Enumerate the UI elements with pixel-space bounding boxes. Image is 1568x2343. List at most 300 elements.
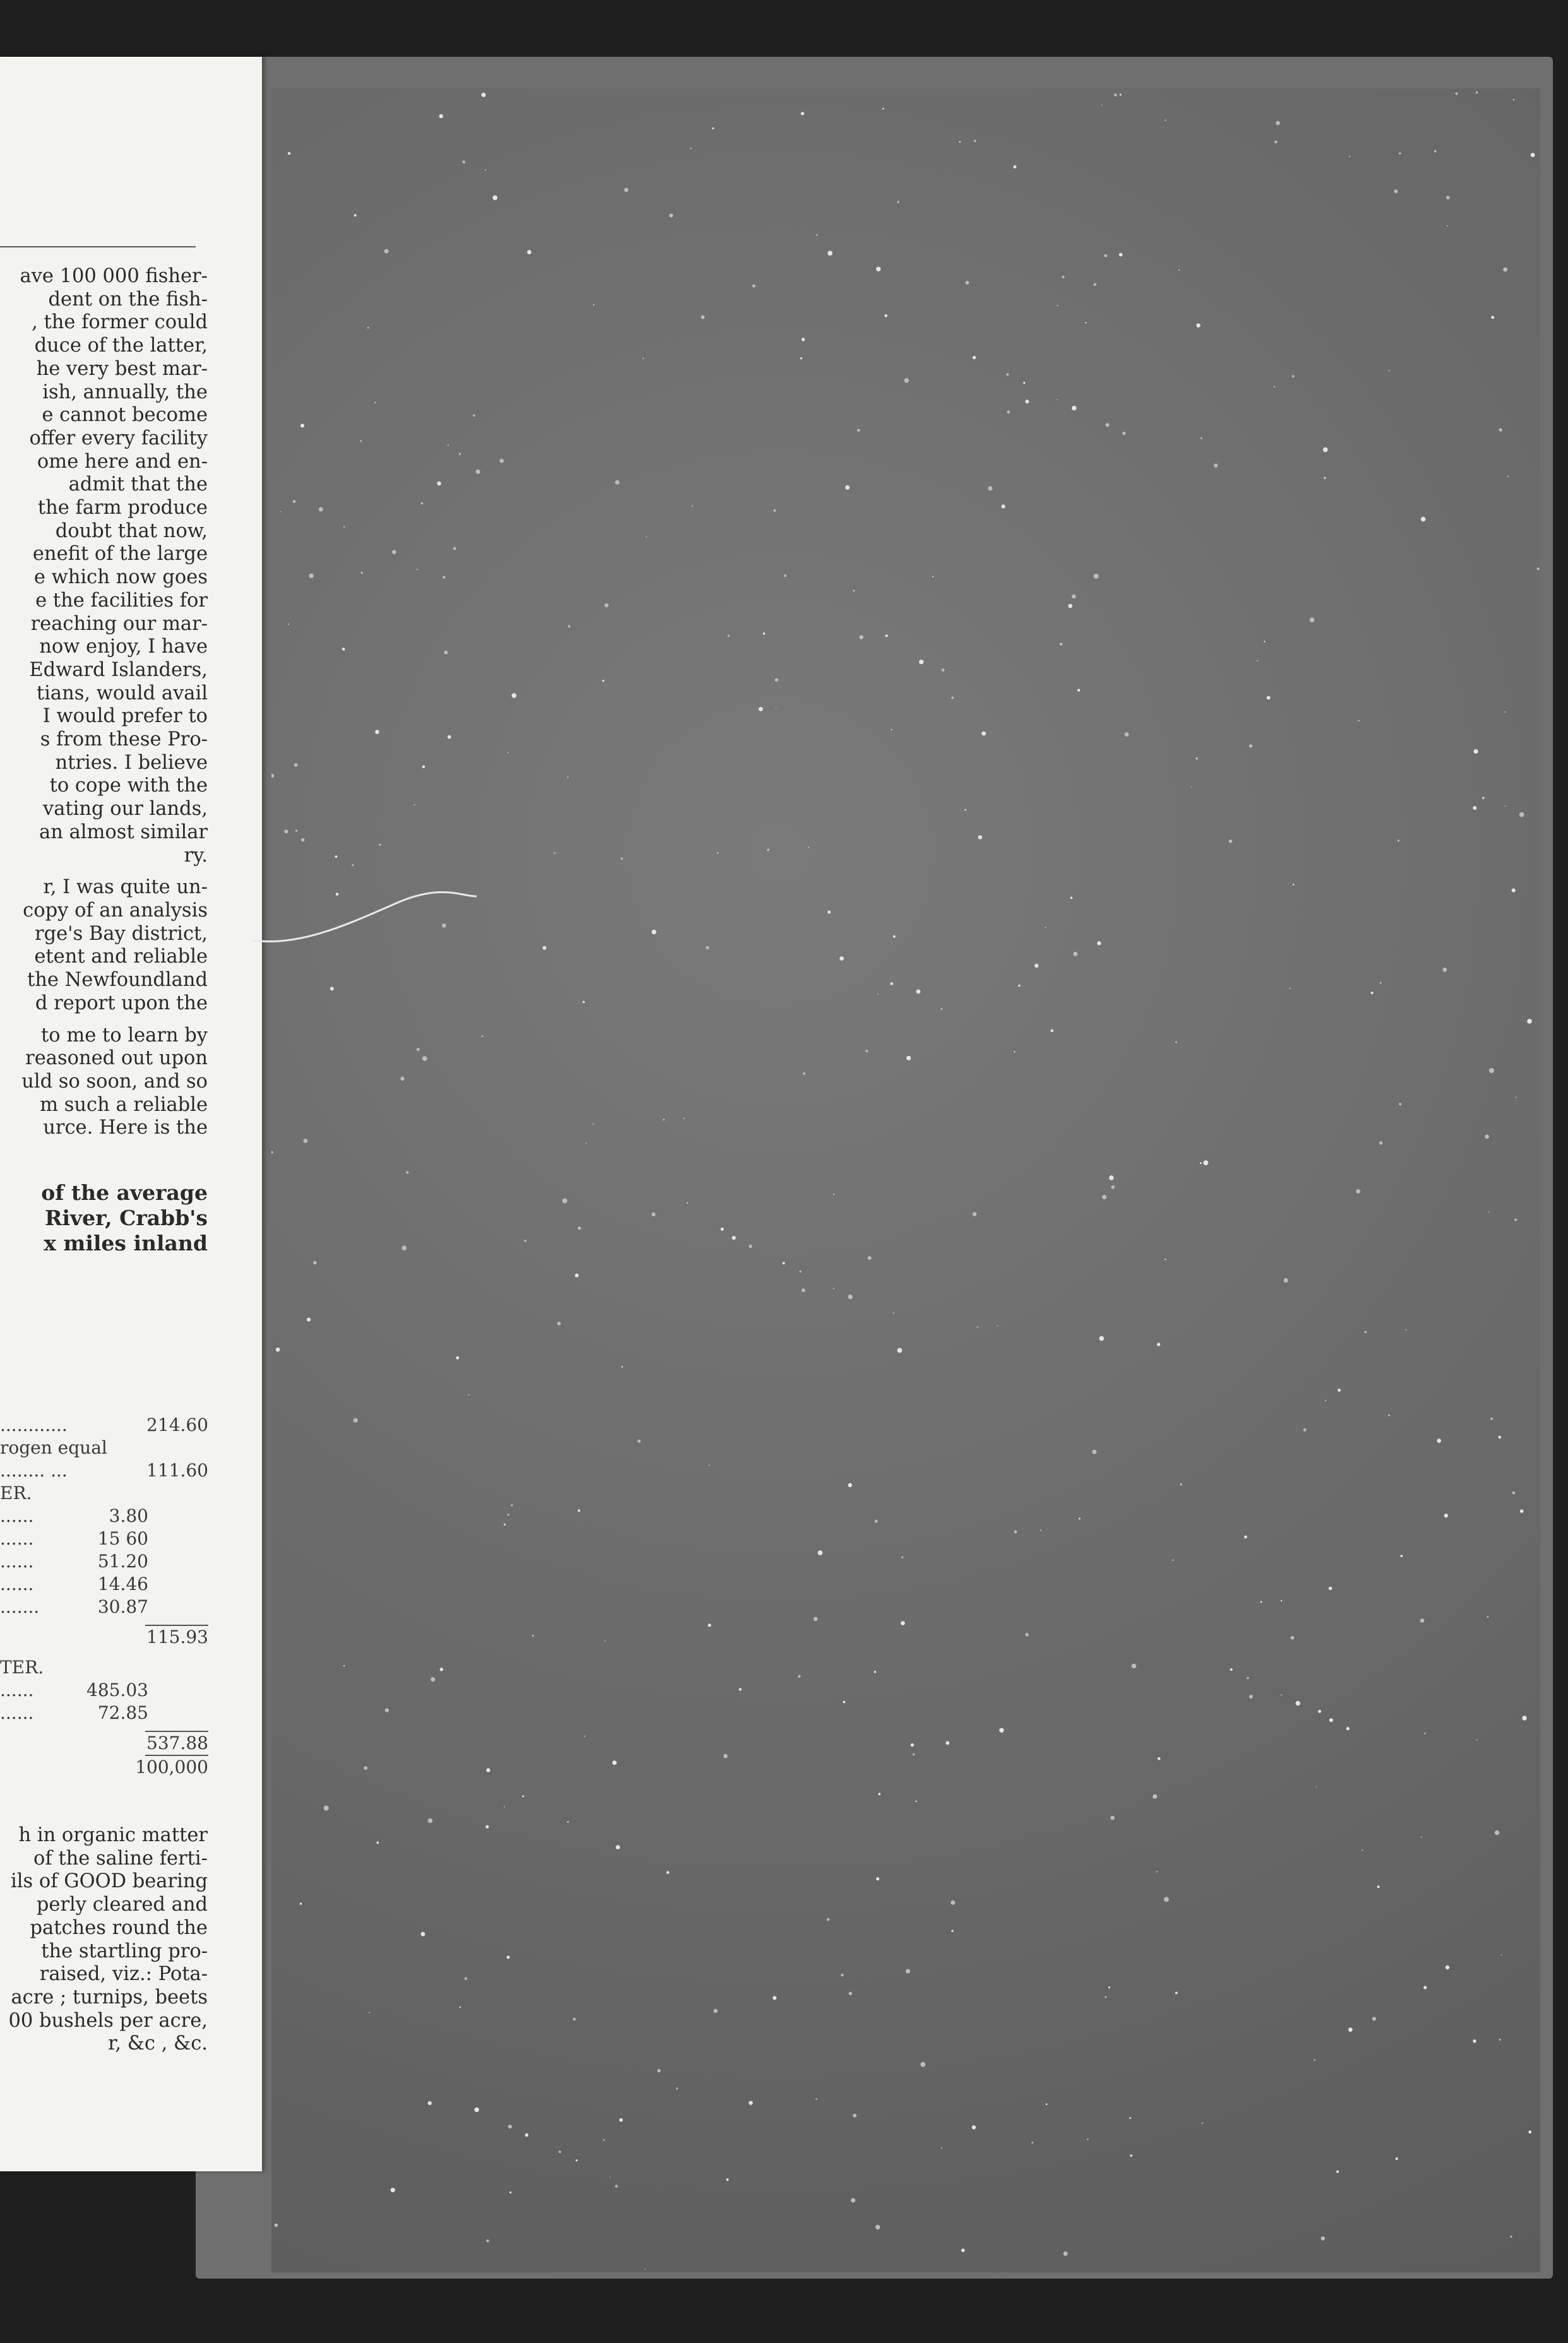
speck <box>1281 1600 1282 1601</box>
speck <box>901 1557 903 1558</box>
speck <box>1531 153 1535 157</box>
text-line: I would prefer to <box>42 705 208 728</box>
text-line: duce of the latter, <box>34 335 208 357</box>
speck <box>1078 689 1080 691</box>
speck <box>567 776 568 778</box>
speck <box>1111 1185 1115 1189</box>
speck <box>300 1902 302 1905</box>
speck <box>1292 375 1295 377</box>
speck <box>343 1665 345 1666</box>
speck <box>1329 1718 1333 1722</box>
text-line: ntries. I believe <box>55 751 208 774</box>
speck <box>1063 2251 1067 2256</box>
speck <box>482 93 486 97</box>
speck <box>1257 660 1258 661</box>
text-line: ome here and en- <box>37 450 208 473</box>
speck <box>1264 641 1265 642</box>
speck <box>801 112 804 115</box>
speck <box>1018 985 1020 987</box>
speck <box>524 1240 526 1242</box>
speck <box>508 1514 509 1516</box>
speck <box>402 1245 407 1250</box>
speck <box>1099 1336 1104 1341</box>
speck <box>1498 1436 1501 1439</box>
speck <box>602 680 604 682</box>
analysis-heading <box>0 1180 208 1256</box>
speck <box>1060 643 1062 645</box>
speck <box>905 378 909 383</box>
speck <box>848 1295 852 1299</box>
speck <box>294 763 298 767</box>
text-line: an almost similar <box>39 821 208 843</box>
speck <box>890 982 893 985</box>
speck <box>288 624 289 625</box>
speck <box>683 1118 684 1119</box>
speck <box>802 1288 805 1292</box>
speck <box>667 1871 670 1874</box>
text-line: ave 100 000 fisher- <box>20 265 208 287</box>
text-line: offer every facility <box>29 427 208 449</box>
speck <box>783 1262 785 1264</box>
row-value: 72.85 <box>97 1702 148 1723</box>
speck <box>1473 749 1478 754</box>
speck <box>978 835 982 839</box>
speck <box>1476 92 1478 94</box>
speck <box>439 114 443 118</box>
speck <box>775 708 776 709</box>
speck <box>669 213 673 217</box>
text-line: e cannot become <box>42 404 208 427</box>
text-line: ish, annually, the <box>42 381 208 403</box>
speck <box>1372 2017 1376 2020</box>
speck <box>511 1504 513 1506</box>
speck <box>485 169 486 170</box>
speck <box>1201 437 1202 439</box>
speck <box>1165 1259 1166 1260</box>
speck <box>1396 2157 1398 2160</box>
text-line: Edward Islanders, <box>29 658 208 681</box>
speck <box>884 314 888 317</box>
speck <box>1291 1636 1295 1640</box>
speck <box>1040 1529 1042 1531</box>
speck <box>1276 121 1280 126</box>
speck <box>1014 1530 1017 1533</box>
table-total <box>0 1756 208 1779</box>
speck <box>1444 1514 1448 1517</box>
speck <box>1157 1343 1160 1346</box>
speck <box>1437 1438 1441 1443</box>
speck <box>440 1668 443 1671</box>
heading-line: of the average <box>41 1180 208 1206</box>
speck <box>1023 382 1025 384</box>
speck <box>916 990 920 994</box>
speck <box>295 830 297 832</box>
speck <box>1446 196 1450 199</box>
speck <box>428 1818 432 1823</box>
speck <box>739 1688 742 1690</box>
speck <box>1398 839 1399 841</box>
speck <box>876 267 881 271</box>
text-line: of the saline ferti- <box>33 1847 208 1870</box>
text-line: now enjoy, I have <box>39 636 208 658</box>
speck <box>621 857 623 860</box>
speck <box>1499 428 1502 431</box>
speck <box>1289 988 1290 989</box>
speck <box>845 485 850 490</box>
speck <box>897 1348 902 1353</box>
speck <box>941 1008 942 1009</box>
text-line: reaching our mar- <box>30 612 208 635</box>
speck <box>360 441 362 442</box>
speck <box>624 188 629 193</box>
table-row <box>0 1550 148 1573</box>
speck <box>1442 968 1447 972</box>
speck <box>920 2062 925 2067</box>
speck <box>951 697 954 699</box>
speck <box>593 304 595 305</box>
speck <box>578 1226 581 1230</box>
speck <box>965 281 969 285</box>
speck <box>843 1701 845 1704</box>
speck <box>1249 744 1252 747</box>
speck <box>1085 322 1086 323</box>
speck <box>901 1621 905 1625</box>
speck <box>643 358 644 359</box>
speck <box>775 679 778 682</box>
speck <box>802 338 805 341</box>
speck <box>583 1001 585 1004</box>
speck <box>1512 889 1516 893</box>
speck <box>532 1635 534 1637</box>
speck <box>1365 1331 1367 1333</box>
speck <box>361 572 363 574</box>
speck <box>1261 1601 1262 1603</box>
speck <box>951 1901 955 1905</box>
speck <box>638 1440 641 1443</box>
speck <box>1006 373 1009 376</box>
speck <box>1388 1415 1389 1416</box>
speck <box>417 569 418 570</box>
speck <box>728 635 730 637</box>
paragraph-2 <box>0 876 208 1015</box>
speck <box>1423 1986 1427 1989</box>
analysis-table <box>0 1414 208 1779</box>
speck <box>615 1845 620 1849</box>
speck <box>977 1326 978 1327</box>
speck <box>848 1992 852 1995</box>
speck <box>1519 812 1524 817</box>
speck <box>708 1623 711 1627</box>
speck <box>1527 1019 1532 1024</box>
speck <box>1119 253 1123 257</box>
speck <box>1399 152 1401 154</box>
text-line: patches round the <box>30 1916 208 1939</box>
speck <box>1073 952 1078 956</box>
speck <box>1025 400 1029 403</box>
speck <box>1316 1786 1317 1788</box>
speck <box>657 2069 660 2072</box>
speck <box>1120 94 1122 96</box>
heading-line: x miles inland <box>44 1231 208 1256</box>
speck <box>1473 806 1476 810</box>
speck <box>773 1996 776 2000</box>
speck <box>701 316 704 319</box>
text-line: urce. Here is the <box>43 1117 208 1139</box>
speck <box>1068 604 1072 608</box>
speck <box>369 2012 370 2013</box>
speck <box>1072 406 1076 410</box>
speck <box>1388 370 1389 371</box>
speck <box>893 935 896 938</box>
speck <box>1455 92 1458 95</box>
speck <box>828 911 831 914</box>
speck <box>1102 105 1103 106</box>
row-value: 30.87 <box>97 1596 148 1617</box>
table-row <box>0 1414 208 1437</box>
speck <box>965 809 966 811</box>
speck <box>442 576 445 578</box>
speck <box>1104 254 1107 258</box>
speck <box>1323 448 1328 453</box>
speck <box>567 1821 569 1823</box>
speck <box>1114 93 1117 97</box>
speck <box>808 846 809 848</box>
speck <box>605 1640 606 1642</box>
speck <box>486 2239 489 2242</box>
speck <box>584 1736 585 1737</box>
text-line: d report upon the <box>35 992 208 1014</box>
table-row <box>0 1702 148 1724</box>
text-line: r, I was quite un- <box>43 876 208 899</box>
speck <box>1230 1668 1233 1671</box>
speck <box>651 930 656 934</box>
speck <box>974 140 977 143</box>
row-value: 14.46 <box>97 1574 148 1594</box>
table-sum <box>0 1732 208 1755</box>
speck <box>663 1118 665 1120</box>
speck <box>448 444 449 446</box>
speck <box>828 251 833 256</box>
speck <box>1394 189 1398 193</box>
speck <box>1476 1739 1478 1740</box>
speck <box>280 511 282 513</box>
speck <box>1325 1400 1326 1401</box>
speck <box>500 459 504 463</box>
speck <box>865 1050 868 1052</box>
speck <box>1072 595 1076 599</box>
text-line: uld so soon, and so <box>21 1070 208 1093</box>
row-value: 214.60 <box>146 1415 208 1435</box>
speck <box>1400 1555 1403 1557</box>
paper-specks <box>271 88 1540 2272</box>
speck <box>1314 2059 1316 2061</box>
speck <box>456 1356 459 1360</box>
speck <box>676 2087 678 2089</box>
row-label: ....... <box>0 1596 40 1617</box>
row-label: ...... <box>0 1505 34 1526</box>
speck <box>603 2139 605 2141</box>
speck <box>1105 1996 1107 1998</box>
speck <box>1130 2154 1132 2157</box>
speck <box>851 2198 855 2202</box>
speck <box>504 1806 505 1808</box>
speck <box>324 1806 329 1811</box>
table-row <box>0 1505 148 1527</box>
text-line: etent and reliable <box>34 946 208 968</box>
speck <box>749 2101 752 2104</box>
speck <box>304 1139 308 1143</box>
speck <box>1097 941 1101 945</box>
speck <box>961 2248 965 2252</box>
speck <box>1035 964 1038 968</box>
speck <box>767 849 769 851</box>
speck <box>375 730 379 734</box>
speck <box>1473 2039 1476 2043</box>
speck <box>951 1930 953 1932</box>
speck <box>448 735 451 739</box>
speck <box>1274 141 1278 144</box>
speck <box>609 2177 610 2178</box>
speck <box>1267 696 1271 700</box>
row-label: ...... <box>0 1551 34 1572</box>
speck <box>1324 477 1326 479</box>
speck <box>481 1035 483 1037</box>
speck <box>1283 1278 1288 1283</box>
speck <box>646 537 647 538</box>
speck <box>444 651 448 655</box>
speck <box>893 1312 894 1314</box>
text-line: to me to learn by <box>41 1024 208 1047</box>
speck <box>942 668 945 672</box>
speck <box>492 196 497 201</box>
speck <box>859 635 864 639</box>
table-row <box>0 1679 148 1702</box>
speck <box>422 1056 427 1061</box>
speck <box>732 1236 735 1240</box>
speck <box>817 1550 823 1555</box>
speck <box>330 987 334 990</box>
speck <box>1487 1616 1489 1618</box>
speck <box>878 1793 881 1795</box>
speck <box>1050 1029 1054 1033</box>
speck <box>354 214 357 217</box>
row-label: ........ ... <box>0 1460 68 1481</box>
row-value: 485.03 <box>86 1680 148 1700</box>
speck <box>876 1877 879 1880</box>
text-line: the Newfoundland <box>27 969 208 992</box>
speck <box>827 1918 829 1921</box>
speck <box>473 414 475 417</box>
speck <box>1164 1897 1169 1902</box>
table-section <box>0 1656 208 1679</box>
speck <box>512 693 517 698</box>
speck <box>959 141 961 143</box>
text-line: admit that the <box>68 473 208 496</box>
speck <box>816 2098 817 2100</box>
speck <box>1229 839 1233 843</box>
speck <box>376 1841 379 1844</box>
speck <box>833 1288 834 1289</box>
speck <box>1420 1618 1425 1623</box>
speck <box>752 285 756 288</box>
speck <box>891 729 892 730</box>
speck <box>508 2125 512 2128</box>
speck <box>1321 2236 1325 2240</box>
speck <box>307 1318 311 1322</box>
speck <box>1001 504 1005 508</box>
speck <box>462 160 465 163</box>
speck <box>621 1366 622 1367</box>
speck <box>593 1123 594 1124</box>
speck <box>525 2133 528 2137</box>
speck <box>1110 1816 1115 1820</box>
text-line: enefit of the large <box>32 543 208 566</box>
text-line: m such a reliable <box>40 1093 208 1116</box>
speck <box>875 1520 878 1523</box>
speck <box>568 625 571 627</box>
speck <box>468 1394 469 1396</box>
speck <box>421 502 424 505</box>
speck <box>460 2007 461 2008</box>
speck <box>1485 1135 1489 1139</box>
speck <box>1522 1716 1526 1720</box>
speck <box>1165 119 1166 121</box>
speck <box>301 838 304 841</box>
paragraph-3 <box>0 1024 208 1141</box>
speck <box>800 357 802 359</box>
speck <box>706 946 709 949</box>
speck <box>474 2108 479 2113</box>
speck <box>717 852 718 853</box>
speck <box>932 576 934 577</box>
speck <box>1013 165 1016 169</box>
speck <box>1102 1195 1107 1199</box>
speck <box>522 1796 524 1798</box>
speck <box>1421 1837 1422 1838</box>
speck <box>1434 150 1437 153</box>
speck <box>911 1743 914 1747</box>
speck <box>476 470 480 474</box>
speck <box>575 1274 579 1278</box>
row-label: ............ <box>0 1415 68 1435</box>
speck <box>691 148 692 149</box>
speck <box>1377 1885 1380 1888</box>
speck <box>853 590 855 591</box>
newspaper-clipping <box>0 57 262 2171</box>
speck <box>1304 1428 1307 1432</box>
table-row <box>0 1459 208 1482</box>
speck <box>1156 1871 1158 1872</box>
speck <box>1046 2103 1048 2105</box>
speck <box>352 864 353 866</box>
speck <box>1196 757 1198 760</box>
speck <box>726 2178 728 2181</box>
speck <box>1045 927 1046 928</box>
speck <box>392 550 396 554</box>
speck <box>1362 1849 1363 1851</box>
speck <box>293 500 296 503</box>
speck <box>1528 2130 1531 2133</box>
table-row <box>0 1527 148 1550</box>
speck <box>1057 305 1058 306</box>
speck <box>284 829 288 833</box>
speck <box>721 1228 724 1231</box>
speck <box>428 2101 432 2105</box>
speck <box>906 1969 910 1974</box>
speck <box>972 2125 976 2129</box>
speck <box>431 1677 435 1682</box>
speck <box>1062 276 1064 278</box>
